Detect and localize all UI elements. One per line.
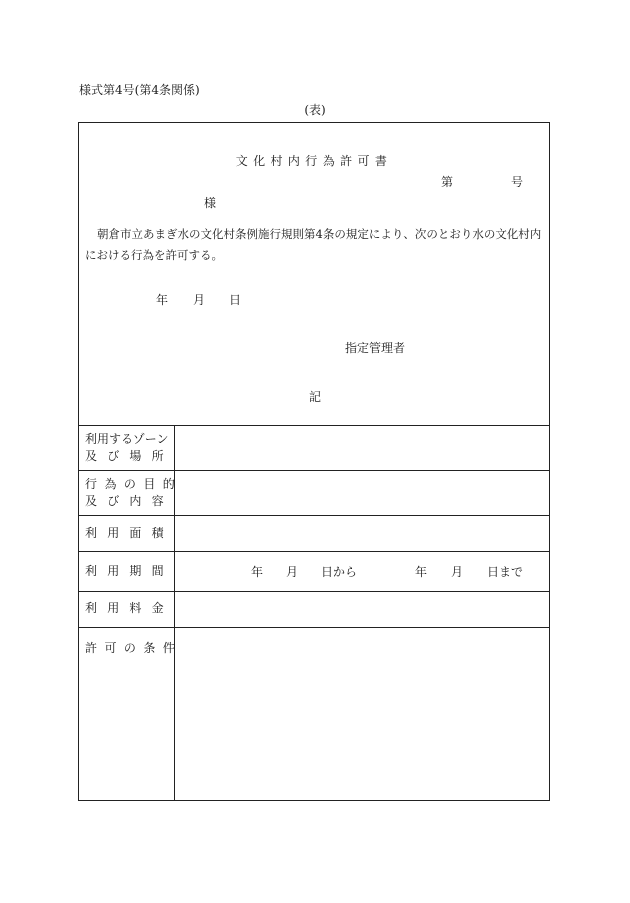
body-text-line1: 朝倉市立あまぎ水の文化村条例施行規則第4条の規定により、次のとおり水の文化村内 — [97, 227, 542, 241]
row-divider — [79, 591, 549, 592]
row-divider — [79, 470, 549, 471]
period-from-year: 年 — [251, 565, 264, 579]
row-label-fee: 利用料金 — [85, 601, 174, 615]
period-to-year: 年 — [415, 565, 428, 579]
row-label-purpose — [85, 476, 182, 510]
number-prefix: 第 — [441, 175, 454, 189]
period-to-month: 月 — [451, 565, 464, 579]
label-line: 行為の目的 — [85, 477, 183, 491]
label-line: 及び内容 — [85, 494, 174, 508]
body-text-line2: における行為を許可する。 — [85, 248, 223, 262]
row-label-period: 利用期間 — [85, 564, 174, 578]
ki-label: 記 — [309, 390, 322, 404]
row-label-zone — [85, 431, 174, 465]
permit-form-frame — [78, 122, 550, 801]
date-day: 日 — [229, 293, 242, 307]
label-line: 及び場所 — [85, 449, 174, 463]
date-month: 月 — [193, 293, 206, 307]
form-header: 様式第4号(第4条関係) — [79, 83, 200, 97]
side-label: (表) — [304, 103, 326, 117]
period-from-day: 日から — [321, 565, 358, 579]
addressee-honorific: 様 — [204, 196, 217, 210]
row-divider — [79, 551, 549, 552]
row-divider — [79, 515, 549, 516]
row-label-conditions: 許可の条件 — [85, 641, 183, 655]
date-year: 年 — [156, 293, 169, 307]
row-label-area: 利用面積 — [85, 526, 174, 540]
label-line: 利用するゾーン — [85, 432, 169, 446]
period-to-day: 日まで — [487, 565, 524, 579]
issuer-label: 指定管理者 — [345, 341, 406, 355]
document-title: 文化村内行為許可書 — [235, 154, 393, 168]
period-from-month: 月 — [286, 565, 299, 579]
table-top-border — [79, 425, 549, 426]
number-suffix: 号 — [511, 175, 524, 189]
row-divider — [79, 627, 549, 628]
